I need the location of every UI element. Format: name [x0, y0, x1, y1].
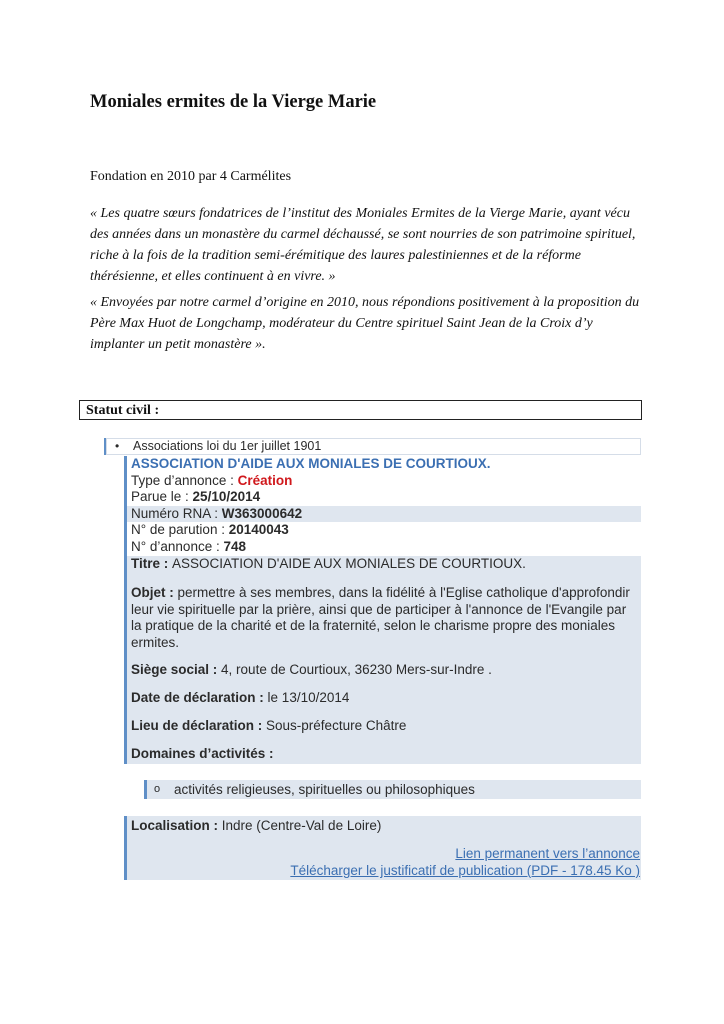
titre-row	[127, 556, 641, 573]
date-paragraph	[131, 690, 636, 707]
annonce-value: 748	[223, 539, 246, 554]
bullet-icon: •	[115, 439, 120, 453]
parution-label: N° de parution :	[131, 522, 229, 537]
domain-label: activités religieuses, spirituelles ou philosophiques	[174, 782, 475, 797]
date-value: le 13/10/2014	[267, 690, 350, 705]
domaines-label: Domaines d’activités :	[131, 746, 274, 761]
rna-label: Numéro RNA :	[131, 506, 222, 521]
siege-paragraph	[131, 662, 636, 679]
association-name-row	[127, 456, 641, 473]
annonce-row	[127, 539, 641, 556]
annonce-label: N° d’annonce :	[131, 539, 224, 554]
type-value: Création	[237, 473, 293, 488]
download-link[interactable]: Télécharger le justificatif de publication (PDF - 178.45 Ko )	[290, 863, 640, 878]
rna-value: W363000642	[221, 506, 303, 521]
category-label: Associations loi du 1er juillet 1901	[133, 439, 322, 453]
parution-value: 20140043	[228, 522, 289, 537]
titre-label: Titre :	[131, 556, 173, 571]
domaines-paragraph	[131, 746, 636, 763]
siege-value: 4, route de Courtioux, 36230 Mers-sur-Indre .	[221, 662, 492, 677]
localisation-paragraph	[131, 818, 636, 835]
localisation-accent-bar	[124, 816, 127, 880]
type-row	[127, 473, 641, 489]
objet-label: Objet :	[131, 585, 178, 600]
page-title: Moniales ermites de la Vierge Marie	[90, 92, 377, 112]
quote-paragraph-1: « Les quatre sœurs fondatrices de l’institut des Moniales Ermites de la Vierge Marie, ayant vécu des années dans un monastère du carmel déchaussé, se sont nourries de son patrimoine spirituel, riche à la fois de la tradition semi-érémitique des laures palestiniennes et de la réforme thérésienne, et elles continuent à en vivre. »	[90, 206, 636, 284]
lieu-label: Lieu de déclaration :	[131, 718, 267, 733]
localisation-value: Indre (Centre-Val de Loire)	[221, 818, 382, 833]
parue-row	[127, 489, 641, 506]
circle-bullet-icon: o	[154, 783, 161, 795]
rna-row	[127, 506, 641, 522]
association-name: ASSOCIATION D'AIDE AUX MONIALES DE COURTIOUX.	[131, 456, 491, 471]
permanent-link[interactable]: Lien permanent vers l’annonce	[455, 846, 640, 861]
type-label: Type d’annonce :	[131, 473, 238, 488]
siege-label: Siège social :	[131, 662, 222, 677]
lieu-value: Sous-préfecture Châtre	[266, 718, 407, 733]
lieu-paragraph	[131, 718, 636, 735]
parue-value: 25/10/2014	[192, 489, 261, 504]
titre-value: ASSOCIATION D'AIDE AUX MONIALES DE COURTIOUX.	[172, 556, 526, 571]
domain-list-item	[147, 780, 641, 799]
quote-paragraph-2: « Envoyées par notre carmel d’origine en 2010, nous répondions positivement à la proposition du Père Max Huot de Longchamp, modérateur du Centre spirituel Saint Jean de la Croix d’y implanter un petit monastère ».	[90, 295, 640, 352]
parution-row	[127, 522, 641, 539]
objet-paragraph	[131, 585, 636, 651]
localisation-label: Localisation :	[131, 818, 222, 833]
objet-value: permettre à ses membres, dans la fidélité à l'Eglise catholique d'approfondir leur vie spirituelle par la prière, ainsi que de participer à l'annonce de l'Evangile par la pratique de la charité et de la fraternité, selon le charisme propre des moniales ermites.	[131, 585, 630, 650]
foundation-line: Fondation en 2010 par 4 Carmélites	[90, 169, 292, 184]
category-list-item	[106, 438, 641, 455]
date-label: Date de déclaration :	[131, 690, 268, 705]
parue-label: Parue le :	[131, 489, 193, 504]
statut-civil-heading: Statut civil :	[79, 400, 642, 420]
